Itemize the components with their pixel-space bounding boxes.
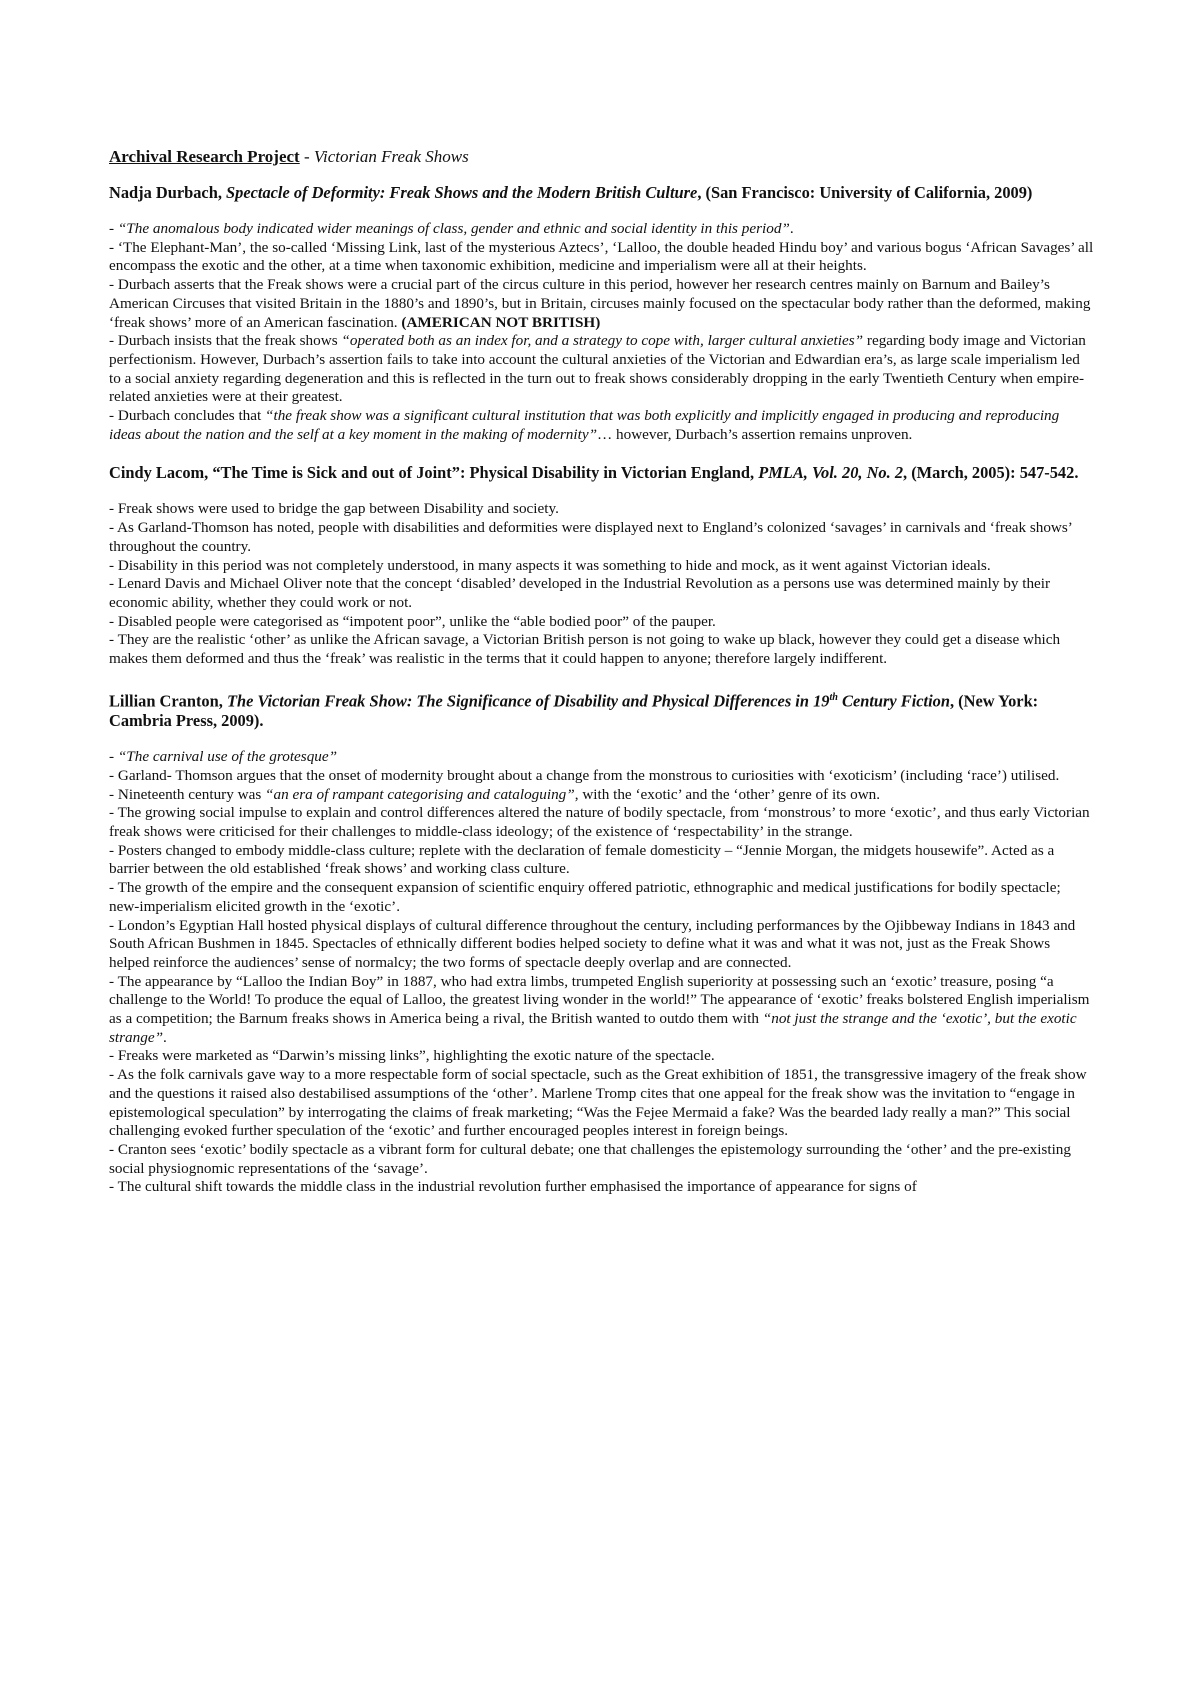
text-run: - The cultural shift towards the middle class in the industrial revolution further emphasised the importance of appearance for signs of bbox=[109, 1178, 917, 1196]
note-item bbox=[109, 748, 1094, 767]
note-item bbox=[109, 631, 1094, 668]
text-run: - The appearance by “Lalloo the Indian Boy” in 1887, who had extra limbs, trumpeted English superiority at possessing such an ‘exotic’ treasure, posing “a challenge to the World! To produce the equal of Lalloo, the greatest living wonder in the world!” The appearance of ‘exotic’ freaks bolstered English imperialism as a competition; the Barnum freaks shows in America being a rival, the British wanted to outdo them with bbox=[109, 972, 1090, 1028]
text-run: - As the folk carnivals gave way to a more respectable form of social spectacle, such as the Great exhibition of 1851, the transgressive imagery of the freak show and the questions it raised also destabilised assumptions of the ‘other’. Marlene Tromp cites that one appeal for the freak show was the invitation to “engage in epistemological speculation” by interrogating the claims of freak marketing; “Was the Fejee Mermaid a fake? Was the bearded lady really a man?” This social challenging evoked further speculation of the ‘exotic’ and further encouraged peoples interest in foreign beings. bbox=[109, 1066, 1087, 1140]
note-item bbox=[109, 575, 1094, 612]
text-run: “an era of rampant categorising and cataloguing” bbox=[265, 785, 575, 803]
text-run: Century Fiction bbox=[837, 691, 950, 711]
text-run: The Victorian Freak Show: The Significance of Disability and Physical Differences in 19 bbox=[226, 691, 830, 711]
text-run: - Durbach concludes that bbox=[109, 407, 266, 425]
text-run: … however, Durbach’s assertion remains unproven. bbox=[597, 425, 913, 443]
text-run: - Disabled people were categorised as “impotent poor”, unlike the “able bodied poor” of the pauper. bbox=[109, 612, 716, 630]
sections-container bbox=[109, 183, 1094, 1197]
text-run: - Durbach asserts that the Freak shows were a crucial part of the circus culture in this period, however her research centres mainly on Barnum and Bailey’s American Circuses that visited Britain in the 1880’s and 1890’s, but in Britain, circuses mainly focused on the spectacular body rather than the deformed, making ‘freak shows’ more of an American fascination. bbox=[109, 276, 1091, 331]
text-run: . bbox=[163, 1028, 167, 1046]
note-item bbox=[109, 500, 1094, 519]
notes-list bbox=[109, 220, 1094, 444]
note-item bbox=[109, 1178, 1094, 1197]
title-main: Archival Research Project bbox=[109, 147, 300, 166]
note-item bbox=[109, 804, 1094, 841]
note-item bbox=[109, 407, 1094, 444]
title-separator: - bbox=[299, 147, 314, 166]
note-item bbox=[109, 767, 1094, 786]
note-item bbox=[109, 1141, 1094, 1178]
text-run: , (San Francisco: University of California, 2009) bbox=[697, 183, 1033, 202]
text-run: Spectacle of Deformity: Freak Shows and the Modern British Culture bbox=[226, 183, 698, 202]
reference-section bbox=[109, 688, 1094, 1197]
text-run: th bbox=[829, 691, 838, 703]
text-run: “not just the strange and the ‘exotic’, but the exotic strange” bbox=[109, 1010, 1077, 1046]
text-run: “The anomalous body indicated wider meanings of class, gender and ethnic and social identity in this period” bbox=[117, 220, 790, 237]
text-run: - The growing social impulse to explain and control differences altered the nature of bodily spectacle, from ‘monstrous’ to more ‘exotic’, and thus early Victorian freak shows were criticised for their challenges to middle-class ideology; of the existence of ‘respectability’ in the strange. bbox=[109, 804, 1090, 841]
note-item bbox=[109, 1047, 1094, 1066]
note-item bbox=[109, 917, 1094, 973]
text-run: - Nineteenth century was bbox=[109, 785, 266, 803]
text-run: Nadja Durbach, bbox=[109, 183, 227, 202]
text-run: PMLA, Vol. 20, No. 2 bbox=[758, 463, 904, 483]
text-run: Lillian Cranton, bbox=[109, 691, 227, 711]
text-run: - They are the realistic ‘other’ as unlike the African savage, a Victorian British person is not going to wake up black, however they could get a disease which makes them deformed and thus the ‘freak’ was realistic in the terms that it could happen to anyone; therefore largely indifferent. bbox=[109, 631, 1061, 668]
text-run: “operated both as an index for, and a strategy to cope with, larger cultural anxieties” bbox=[341, 332, 864, 350]
note-item bbox=[109, 613, 1094, 632]
citation bbox=[109, 463, 1094, 483]
note-item bbox=[109, 519, 1094, 556]
text-run: . bbox=[789, 220, 794, 237]
text-run: (AMERICAN NOT BRITISH) bbox=[401, 313, 601, 331]
text-run: regarding body image and Victorian perfectionism. However, Durbach’s assertion fails to take into account the cultural anxieties of the Victorian and Edwardian era’s, as large scale imperialism led to a social anxiety regarding degeneration and this is reflected in the turn out to freak shows considerably dropping in the early Twentieth Century when empire-related anxieties were at their greatest. bbox=[109, 332, 1086, 406]
text-run: - bbox=[109, 220, 118, 237]
text-run: Cindy Lacom, “The Time is Sick and out of Joint”: Physical Disability in Victorian England, bbox=[109, 463, 759, 483]
document-title bbox=[109, 146, 1094, 168]
notes-list bbox=[109, 748, 1094, 1197]
citation bbox=[109, 183, 1094, 203]
note-item bbox=[109, 220, 1094, 239]
note-item bbox=[109, 276, 1094, 332]
note-item bbox=[109, 239, 1094, 276]
note-item bbox=[109, 879, 1094, 916]
document-page bbox=[109, 146, 1094, 1216]
text-run: - Durbach insists that the freak shows bbox=[109, 332, 342, 350]
text-run: - As Garland-Thomson has noted, people with disabilities and deformities were displayed next to England’s colonized ‘savages’ in carnivals and ‘freak shows’ throughout the country. bbox=[109, 519, 1072, 555]
notes-list bbox=[109, 500, 1094, 668]
note-item bbox=[109, 786, 1094, 805]
text-run: “The carnival use of the grotesque” bbox=[117, 748, 338, 766]
reference-section bbox=[109, 463, 1094, 668]
text-run: , (New York: Cambria Press, 2009). bbox=[109, 691, 1039, 731]
note-item bbox=[109, 842, 1094, 879]
text-run: - The growth of the empire and the consequent expansion of scientific enquiry offered patriotic, ethnographic and medical justifications for bodily spectacle; new-imperialism elicited growth in the ‘exotic’. bbox=[109, 879, 1061, 915]
text-run: - ‘The Elephant-Man’, the so-called ‘Missing Link, last of the mysterious Aztecs’, ‘Lalloo, the double headed Hindu boy’ and various bogus ‘African Savages’ all encompass the exotic and the other, at a time when taxonomic exhibition, medicine and imperialism were all at their heights. bbox=[109, 238, 1094, 275]
note-item bbox=[109, 332, 1094, 407]
text-run: - Disability in this period was not completely understood, in many aspects it was something to hide and mock, as it went against Victorian ideals. bbox=[109, 556, 991, 574]
text-run: - Garland- Thomson argues that the onset of modernity brought about a change from the monstrous to curiosities with ‘exoticism’ (including ‘race’) utilised. bbox=[109, 766, 1060, 784]
note-item bbox=[109, 557, 1094, 576]
title-subtitle: Victorian Freak Shows bbox=[313, 147, 469, 166]
text-run: - Posters changed to embody middle-class culture; replete with the declaration of female domesticity – “Jennie Morgan, the midgets housewife”. Acted as a barrier between the old established ‘freak shows’ and working class culture. bbox=[109, 841, 1055, 878]
note-item bbox=[109, 1066, 1094, 1141]
citation bbox=[109, 688, 1094, 731]
reference-section bbox=[109, 183, 1094, 444]
text-run: - Lenard Davis and Michael Oliver note that the concept ‘disabled’ developed in the Industrial Revolution as a persons use was determined mainly by their economic ability, whether they could work or not. bbox=[109, 575, 1051, 611]
text-run: - Freak shows were used to bridge the gap between Disability and society. bbox=[109, 500, 559, 518]
text-run: , with the ‘exotic’ and the ‘other’ genre of its own. bbox=[574, 785, 881, 803]
note-item bbox=[109, 973, 1094, 1048]
text-run: “the freak show was a significant cultural institution that was both explicitly and implicitly engaged in producing and reproducing ideas about the nation and the self at a key moment in the making of modernity” bbox=[109, 407, 1060, 443]
text-run: - bbox=[109, 748, 118, 766]
text-run: - Cranton sees ‘exotic’ bodily spectacle as a vibrant form for cultural debate; one that challenges the epistemology surrounding the ‘other’ and the pre-existing social physiognomic representations of the ‘savage’. bbox=[109, 1141, 1071, 1177]
text-run: - Freaks were marketed as “Darwin’s missing links”, highlighting the exotic nature of the spectacle. bbox=[109, 1047, 715, 1065]
text-run: - London’s Egyptian Hall hosted physical displays of cultural difference throughout the century, including performances by the Ojibbeway Indians in 1843 and South African Bushmen in 1845. Spectacles of ethnically different bodies helped society to define what it was and what it was not, just as the Freak Shows helped reinforce the audiences’ sense of normalcy; the two forms of spectacle deeply overlap and are connected. bbox=[109, 916, 1076, 971]
text-run: , (March, 2005): 547-542. bbox=[903, 463, 1079, 483]
